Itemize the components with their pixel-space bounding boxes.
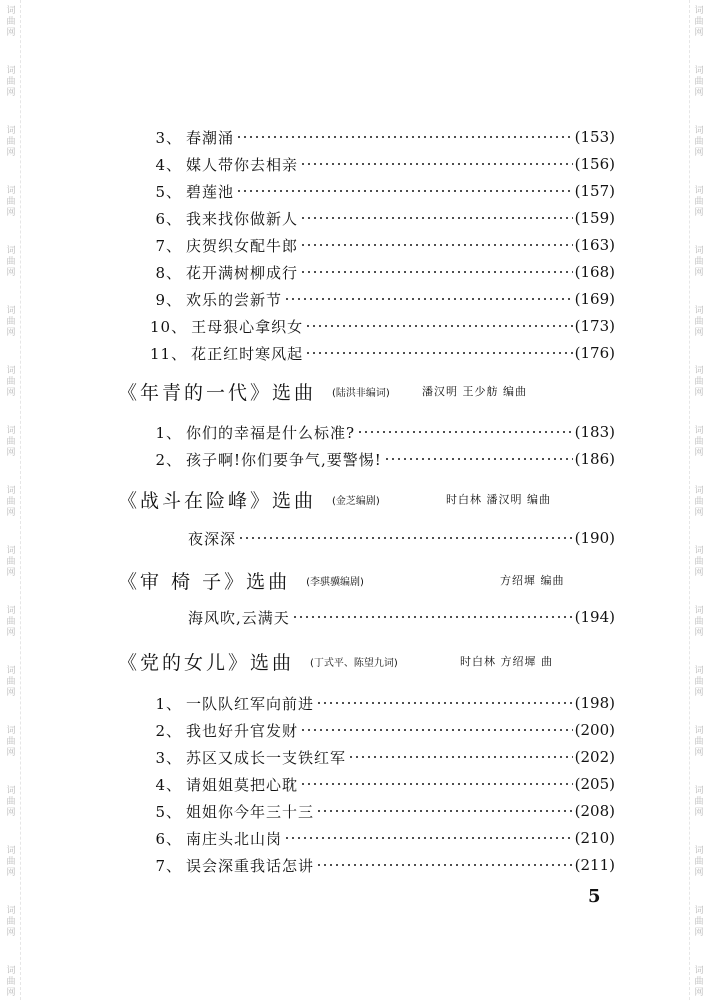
watermark-stamp [694,486,703,519]
watermark-char: 曲 [6,17,16,27]
entry-page: (211) [574,856,615,874]
entry-page: (159) [574,209,615,227]
watermark-char: 词 [694,786,704,796]
watermark-stamp [694,126,703,159]
watermark-char: 曲 [6,737,16,747]
watermark-char: 曲 [694,677,704,687]
watermark-char: 网 [694,148,704,158]
section-title: 《年青的一代》选曲 [118,381,317,404]
entry-title: 请姐姐莫把心耽 [186,775,299,794]
entry-title: 海风吹,云满天 [188,608,290,627]
watermark-char: 网 [694,388,704,398]
entry-number: 8、 [155,263,182,282]
watermark-char: 网 [694,628,704,638]
watermark-char: 曲 [6,917,16,927]
toc-entry [150,315,615,337]
entry-number: 1、 [155,423,182,442]
watermark-char: 词 [694,726,704,736]
entry-page: (183) [574,423,615,441]
watermark-char: 词 [6,306,16,316]
watermark-char: 曲 [694,17,704,27]
entry-title: 王母狠心拿织女 [191,317,304,336]
watermark-char: 词 [694,366,704,376]
leader-dots [316,810,573,812]
watermark-char: 词 [6,546,16,556]
watermark-char: 词 [694,126,704,136]
section-author-note: (金芝编剧) [332,495,380,507]
toc-entry [150,719,615,741]
watermark-char: 曲 [694,257,704,267]
watermark-char: 网 [694,688,704,698]
entry-page: (173) [574,317,615,335]
leader-dots [300,271,573,273]
section-composer: 方绍墀 编曲 [500,574,565,587]
watermark-char: 曲 [694,737,704,747]
leader-dots [316,864,573,866]
watermark-char: 曲 [6,377,16,387]
entry-page: (202) [574,748,615,766]
leader-dots [316,702,573,704]
leader-dots [300,217,573,219]
entry-title: 姐姐你今年三十三 [186,802,315,821]
entry-number: 7、 [155,856,182,875]
entry-page: (208) [574,802,615,820]
watermark-char: 网 [694,208,704,218]
watermark-char: 网 [694,508,704,518]
entry-page: (156) [574,155,615,173]
section-heading [118,486,638,512]
watermark-char: 曲 [6,557,16,567]
watermark-char: 曲 [6,977,16,987]
watermark-stamp [694,186,703,219]
watermark-char: 网 [6,628,16,638]
watermark-stamp [6,906,15,939]
toc-entry [150,448,615,470]
entry-number: 6、 [155,209,182,228]
entry-page: (210) [574,829,615,847]
entry-page: (186) [574,450,615,468]
leader-dots [300,729,573,731]
watermark-char: 网 [694,88,704,98]
toc-entry [150,606,615,628]
watermark-char: 网 [6,568,16,578]
watermark-char: 曲 [6,257,16,267]
watermark-char: 词 [6,426,16,436]
watermark-char: 词 [694,666,704,676]
watermark-stamp [6,546,15,579]
section-title: 《战斗在险峰》选曲 [118,489,317,512]
watermark-stamp [6,846,15,879]
watermark-char: 网 [6,448,16,458]
watermark-char: 词 [6,486,16,496]
entry-number: 2、 [155,721,182,740]
section-composer: 潘汉明 王少舫 编曲 [422,385,527,398]
leader-dots [238,537,573,539]
watermark-char: 网 [694,928,704,938]
watermark-stamp [6,186,15,219]
entry-number: 5、 [155,182,182,201]
watermark-char: 词 [694,66,704,76]
entry-number: 3、 [155,748,182,767]
entry-number: 6、 [155,829,182,848]
section-title: 《党的女儿》选曲 [118,651,295,674]
watermark-char: 曲 [694,857,704,867]
watermark-char: 曲 [6,437,16,447]
watermark-char: 网 [6,88,16,98]
entry-title: 庆贺织女配牛郎 [186,236,299,255]
toc-entry [150,153,615,175]
watermark-char: 词 [694,246,704,256]
watermark-stamp [694,246,703,279]
watermark-char: 曲 [6,77,16,87]
watermark-char: 曲 [694,557,704,567]
entry-page: (168) [574,263,615,281]
section-composer: 时白林 方绍墀 曲 [460,655,553,668]
entry-page: (163) [574,236,615,254]
watermark-char: 网 [6,868,16,878]
toc-entry [150,261,615,283]
section-author-note: (丁式平、陈望九词) [310,657,398,669]
toc-entry [150,800,615,822]
watermark-char: 词 [6,6,16,16]
watermark-stamp [6,366,15,399]
watermark-char: 词 [6,186,16,196]
watermark-stamp [6,306,15,339]
watermark-stamp [6,726,15,759]
entry-number: 10、 [150,317,188,336]
section-heading [118,378,638,404]
watermark-char: 网 [694,988,704,998]
entry-number: 4、 [155,775,182,794]
entry-title: 欢乐的尝新节 [186,290,283,309]
toc-entry [150,421,615,443]
entry-page: (190) [574,529,615,547]
section-heading [118,567,638,593]
entry-title: 我也好升官发财 [186,721,299,740]
leader-dots [292,616,573,618]
watermark-char: 词 [694,546,704,556]
watermark-stamp [694,846,703,879]
leader-dots [300,163,573,165]
watermark-stamp [694,426,703,459]
entry-title: 孩子啊!你们要争气,要警惕! [186,450,382,469]
watermark-char: 词 [694,846,704,856]
entry-number: 3、 [155,128,182,147]
section-author-note: (李骐骥编剧) [306,576,364,588]
watermark-char: 词 [694,606,704,616]
watermark-stamp [6,246,15,279]
entry-page: (200) [574,721,615,739]
toc-entry [150,854,615,876]
watermark-stamp [6,126,15,159]
toc-entry [150,234,615,256]
watermark-stamp [6,606,15,639]
watermark-char: 曲 [694,377,704,387]
watermark-char: 曲 [694,497,704,507]
leader-dots [305,352,573,354]
entry-number: 4、 [155,155,182,174]
leader-dots [357,431,573,433]
entry-number: 7、 [155,236,182,255]
watermark-stamp [694,66,703,99]
entry-title: 碧莲池 [186,182,235,201]
watermark-char: 词 [694,306,704,316]
watermark-char: 词 [694,966,704,976]
watermark-stamp [694,6,703,39]
watermark-char: 曲 [6,497,16,507]
section-title: 《审 椅 子》选曲 [118,570,291,593]
watermark-char: 词 [6,66,16,76]
toc-entry [150,746,615,768]
toc-entry [150,527,615,549]
entry-page: (169) [574,290,615,308]
watermark-stamp [694,966,703,999]
entry-title: 媒人带你去相亲 [186,155,299,174]
watermark-char: 曲 [6,677,16,687]
watermark-char: 词 [6,666,16,676]
leader-dots [348,756,573,758]
leader-dots [300,244,573,246]
entry-title: 误会深重我话怎讲 [186,856,315,875]
watermark-char: 词 [694,426,704,436]
section-author-note: (陆洪非编词) [332,387,390,399]
entry-page: (205) [574,775,615,793]
entry-number: 5、 [155,802,182,821]
watermark-char: 词 [6,906,16,916]
watermark-stamp [694,906,703,939]
watermark-char: 曲 [694,617,704,627]
entry-title: 南庄头北山岗 [186,829,283,848]
watermark-char: 词 [694,6,704,16]
watermark-char: 词 [6,966,16,976]
watermark-stamp [6,786,15,819]
watermark-char: 曲 [694,137,704,147]
watermark-char: 词 [694,486,704,496]
watermark-char: 曲 [6,797,16,807]
watermark-char: 网 [694,268,704,278]
entry-title: 一队队红军向前进 [186,694,315,713]
entry-number: 11、 [150,344,188,363]
watermark-stamp [6,666,15,699]
watermark-char: 网 [694,868,704,878]
watermark-char: 网 [6,988,16,998]
watermark-char: 曲 [694,77,704,87]
entry-title: 苏区又成长一支铁红军 [186,748,347,767]
watermark-char: 网 [6,808,16,818]
watermark-char: 曲 [6,857,16,867]
watermark-char: 网 [694,808,704,818]
page-number: 5 [588,886,601,907]
watermark-char: 网 [694,568,704,578]
watermark-stamp [694,666,703,699]
leader-dots [236,136,573,138]
watermark-char: 词 [6,846,16,856]
left-watermark-strip [2,0,21,1000]
leader-dots [236,190,573,192]
toc-entry [150,773,615,795]
watermark-stamp [6,966,15,999]
entry-title: 花开满树柳成行 [186,263,299,282]
section-heading [118,648,638,674]
entry-page: (176) [574,344,615,362]
leader-dots [300,783,573,785]
watermark-char: 曲 [694,197,704,207]
toc-entry [150,827,615,849]
watermark-char: 网 [6,508,16,518]
watermark-char: 词 [6,366,16,376]
entry-page: (198) [574,694,615,712]
watermark-char: 网 [6,688,16,698]
watermark-char: 曲 [694,797,704,807]
watermark-char: 网 [6,148,16,158]
toc-entry [150,180,615,202]
watermark-char: 词 [6,606,16,616]
watermark-char: 网 [6,928,16,938]
entry-title: 我来找你做新人 [186,209,299,228]
watermark-char: 曲 [694,917,704,927]
toc-entry [150,342,615,364]
entry-page: (194) [574,608,615,626]
section-composer: 时白林 潘汉明 编曲 [446,493,551,506]
toc-entry [150,126,615,148]
watermark-char: 网 [694,328,704,338]
watermark-char: 网 [694,28,704,38]
leader-dots [284,298,573,300]
entry-number: 1、 [155,694,182,713]
watermark-stamp [694,366,703,399]
watermark-char: 词 [6,126,16,136]
watermark-stamp [6,426,15,459]
entry-title: 春潮涌 [186,128,235,147]
watermark-char: 词 [694,906,704,916]
watermark-char: 网 [6,328,16,338]
watermark-char: 曲 [6,617,16,627]
watermark-char: 网 [6,208,16,218]
entry-number: 2、 [155,450,182,469]
entry-title: 你们的幸福是什么标准? [186,423,356,442]
watermark-char: 网 [6,28,16,38]
watermark-char: 网 [694,748,704,758]
watermark-stamp [6,6,15,39]
watermark-stamp [694,786,703,819]
leader-dots [305,325,573,327]
watermark-char: 曲 [694,317,704,327]
leader-dots [284,837,573,839]
watermark-stamp [694,306,703,339]
watermark-char: 词 [6,246,16,256]
watermark-char: 词 [6,726,16,736]
watermark-char: 网 [6,268,16,278]
watermark-char: 网 [6,748,16,758]
right-watermark-strip [689,0,708,1000]
watermark-char: 曲 [694,437,704,447]
watermark-char: 词 [6,786,16,796]
entry-title: 花正红时寒风起 [191,344,304,363]
watermark-stamp [6,486,15,519]
entry-number: 9、 [155,290,182,309]
watermark-stamp [694,606,703,639]
entry-page: (153) [574,128,615,146]
watermark-stamp [694,546,703,579]
watermark-char: 网 [6,388,16,398]
entry-page: (157) [574,182,615,200]
toc-entry [150,692,615,714]
watermark-char: 曲 [6,137,16,147]
toc-entry [150,207,615,229]
watermark-stamp [6,66,15,99]
entry-title: 夜深深 [188,529,237,548]
leader-dots [384,458,573,460]
watermark-stamp [694,726,703,759]
watermark-char: 曲 [694,977,704,987]
watermark-char: 网 [694,448,704,458]
toc-entry [150,288,615,310]
watermark-char: 曲 [6,197,16,207]
watermark-char: 曲 [6,317,16,327]
watermark-char: 词 [694,186,704,196]
